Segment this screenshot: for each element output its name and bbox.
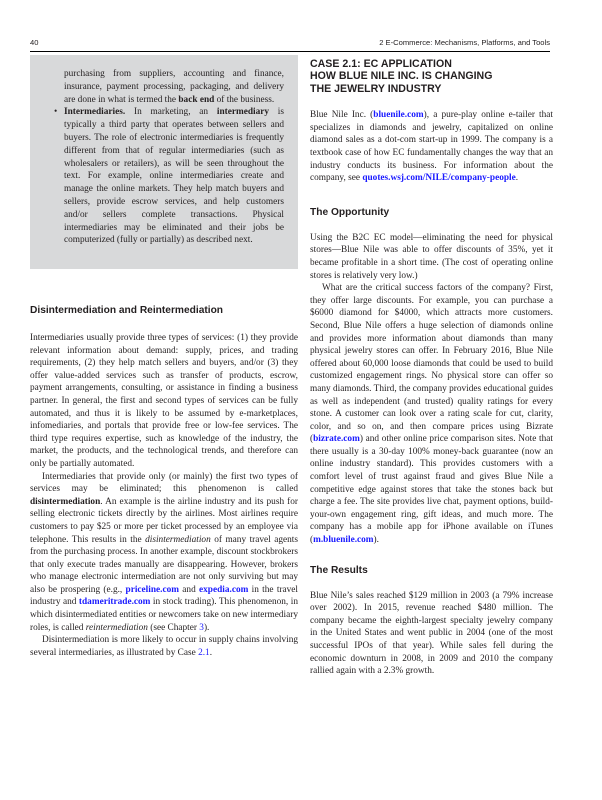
term-intermediary: intermediary [216, 107, 270, 118]
box-paragraph: purchasing from suppliers, accounting and finance, insurance, payment processing, packaging, and delivery are done in what is termed the back end of the business. [64, 69, 284, 105]
case-title: CASE 2.1: EC APPLICATION HOW BLUE NILE INC. IS CHANGING THE JEWELRY INDUSTRY [310, 58, 493, 95]
right-column [310, 58, 553, 678]
term-back-end: back end [178, 94, 215, 105]
link-expedia[interactable]: expedia.com [199, 584, 249, 595]
link-bluenile[interactable]: bluenile.com [373, 110, 424, 121]
case-intro: Blue Nile Inc. (bluenile.com), a pure-play online e-tailer that specializes in diamonds and jewelry, capitalized on online diamond sales as a dot-com start-up in 1999. The company is a textbook case of how EC fundamentally changes the way that an industry conducts its business. For information about the company, see quotes.wsj.com/NILE/company-people. [310, 110, 553, 184]
link-chapter-3[interactable]: 3 [199, 622, 204, 633]
paragraph-services: Intermediaries usually provide three types of services: (1) they provide relevant information about demand: supply, prices, and trading requirements, (2) they help match sellers and buyers, and/or (3) they offer value-added services such as transfer of products, escrow, payment arrangements, consulting, or assistance in finding a business partner. In general, the first and second types of services can be fully automated, and thus it is likely to be assumed by e-marketplaces, infomediaries, and portals that provide free or low-fee services. The third type requires expertise, such as knowledge of the industry, the market, the products, and the technological trends, and therefore can only be partially automated. [30, 333, 298, 469]
left-column [30, 55, 298, 659]
link-case-2-1[interactable]: 2.1 [198, 647, 210, 658]
section-heading-opportunity: The Opportunity [310, 206, 390, 218]
link-mobile-bluenile[interactable]: m.bluenile.com [313, 535, 374, 546]
term-disintermediation: disintermediation [30, 496, 101, 507]
paragraph-success-factors: What are the critical success factors of the company? First, they offer large discounts. For example, you can purchase a $6000 diamond for $4000, which attracts more customers. Second, Blue Nile offers a huge selection of diamonds online and provides more information about diamonds than many physical jewelry stores can offer. In February 2016, Blue Nile offered about 60,000 loose diamonds that could be used to build customized engagement rings. No physical store can offer so many diamonds. Third, the company provides educational guides as well as independent (and trusted) quality ratings for every stone. A customer can look over a rating scale for cut, clarity, color, and so on, and then compare prices using Bizrate (bizrate.com) and other online price comparison sites. Note that there usually is a 30-day 100% money-back guarantee (now an online industry standard). This provides customers with a comfort level of trust against fraud and gives Blue Nile a competitive edge against stores that take the stones back but charge a fee. The site provides live chat, payment options, build-your-own engagement ring, gift ideas, and much more. The company has a mobile app for iPhone available on iTunes (m.bluenile.com). [310, 283, 553, 546]
link-bizrate[interactable]: bizrate.com [313, 434, 360, 445]
paragraph-disintermediation: Intermediaries that provide only (or mainly) the first two types of services may be eliminated; this phenomenon is called disintermediation. An example is the airline industry and its push for selling electronic tickets directly by the airlines. Most airlines require customers to pay $25 or more per ticket processed by an employee via telephone. This results in the disintermediation of many travel agents from the purchasing process. In another example, discount stockbrokers that only execute trades manually are disappearing. However, brokers who manage electronic intermediation are not only surviving but may also be prospering (e.g., priceline.com and expedia.com in the travel industry and tdameritrade.com in stock trading). This phenomenon, in which disintermediated entities or newcomers take on new intermediary roles, is called reintermediation (see Chapter 3). [30, 471, 299, 633]
section-heading-disintermediation: Disintermediation and Reintermediation [30, 305, 224, 316]
bullet-icon: • [54, 107, 58, 118]
paragraph-b2c-model: Using the B2C EC model—eliminating the need for physical stores—Blue Nile was able to offer discounts of 35%, yet it became profitable in a short time. (The cost of operating online stores is relatively very low.) [310, 232, 553, 281]
section-heading-results: The Results [310, 564, 368, 576]
paragraph-results: Blue Nile’s sales reached $129 million in 2003 (a 79% increase over 2002). In 2015, revenue reached $480 million. The company became the eighth-largest specialty jewelry company in the United States and went public in 2004 (one of the most successful IPOs of that year). While sales fell during the economic downturn in 2008, in 2009 and 2010 the company rallied again with a 2.3% growth. [310, 590, 553, 677]
link-priceline[interactable]: priceline.com [125, 584, 179, 595]
link-wsj-company-people[interactable]: quotes.wsj.com/NILE/company-people [362, 173, 516, 184]
definition-box [30, 55, 298, 269]
running-header: 2 E-Commerce: Mechanisms, Platforms, and Tools [379, 38, 550, 47]
paragraph-supply-chains: Disintermediation is more likely to occur in supply chains involving several intermediaries, as illustrated by Case 2.1. [30, 635, 298, 658]
bullet-intermediaries: • Intermediaries. In marketing, an intermediary is typically a third party that operates between sellers and buyers. The role of electronic intermediaries is frequently different from that of regular intermediaries (such as wholesalers or retailers), as will be seen throughout the text. For example, online intermediaries create and manage the online markets. They help match buyers and sellers, provide escrow services, and help customers and/or sellers complete transactions. Physical intermediaries may be eliminated and their jobs be computerized (fully or partially) as described next. [54, 107, 284, 246]
header-rule [30, 51, 550, 52]
term-intermediaries: Intermediaries. [64, 107, 126, 118]
page-number: 40 [30, 38, 39, 47]
link-tdameritrade[interactable]: tdameritrade.com [78, 597, 151, 608]
